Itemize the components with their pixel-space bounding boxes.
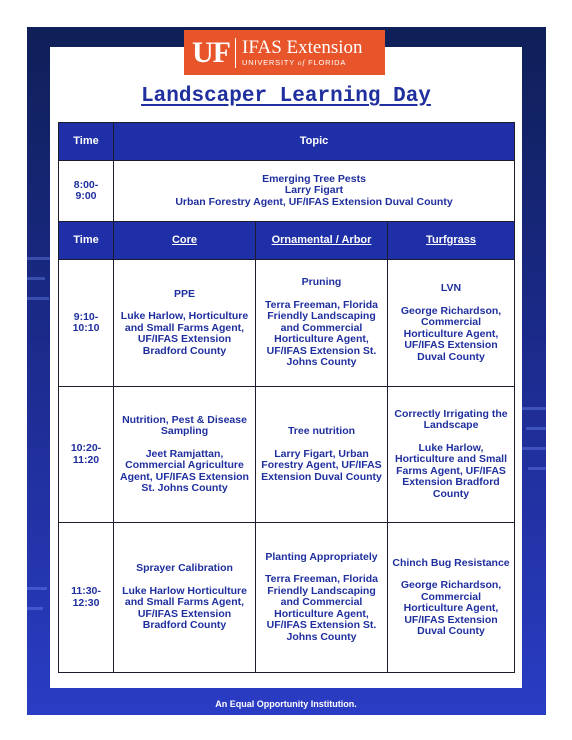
session-speaker: George Richardson, Commercial Horticulture Agent, UF/IFAS Extension Duval County — [400, 579, 502, 637]
logo-text — [242, 38, 363, 67]
header-row-1 — [59, 123, 515, 161]
plenary-topic: Emerging Tree Pests — [262, 172, 366, 185]
header-ornamental-label: Ornamental / Arbor — [271, 233, 372, 246]
session-speaker: Terra Freeman, Florida Friendly Landscaping and Commercial Horticulture Agent, UF/IFAS Extension St. Johns County — [264, 298, 378, 369]
session-speaker: George Richardson, Commercial Horticulture Agent, UF/IFAS Extension Duval County — [400, 304, 502, 363]
session-topic: Planting Appropriately — [265, 550, 378, 563]
session-time: 9:10- 10:10 — [59, 260, 114, 387]
schedule-table — [58, 122, 515, 673]
session-turfgrass — [388, 260, 515, 387]
header-core — [114, 222, 256, 260]
session-ornamental — [256, 523, 388, 673]
session-topic: Pruning — [301, 276, 342, 289]
session-speaker: Luke Harlow, Horticulture and Small Farms Agent, UF/IFAS Extension Bradford County — [394, 441, 508, 500]
header-time-2: Time — [59, 222, 114, 260]
session-turfgrass — [388, 523, 515, 673]
footer-statement: An Equal Opportunity Institution. — [215, 699, 357, 709]
plenary-role: Urban Forestry Agent, UF/IFAS Extension Duval County — [175, 195, 453, 208]
header-core-label: Core — [171, 233, 198, 246]
header-row-2 — [59, 222, 515, 260]
session-topic: PPE — [173, 287, 195, 300]
session-core — [114, 523, 256, 673]
page-title: Landscaper Learning Day — [141, 85, 431, 108]
plenary-time: 8:00- 9:00 — [59, 161, 114, 222]
logo-subtitle — [242, 58, 363, 67]
session-row — [59, 387, 515, 523]
uf-ifas-logo — [184, 30, 385, 75]
session-topic: Tree nutrition — [287, 425, 356, 437]
session-topic: Sprayer Calibration — [136, 562, 233, 575]
session-core — [114, 260, 256, 387]
header-ornamental — [256, 222, 388, 260]
session-speaker: Terra Freeman, Florida Friendly Landscaping and Commercial Horticulture Agent, UF/IFAS Extension St. Johns County — [264, 573, 378, 643]
session-time: 10:20- 11:20 — [59, 387, 114, 523]
logo-name: IFAS Extension — [242, 37, 363, 58]
logo-sub-of: of — [297, 58, 306, 67]
session-ornamental — [256, 260, 388, 387]
plenary-speaker: Larry Figart — [284, 184, 344, 197]
session-topic: Chinch Bug Resistance — [392, 556, 510, 569]
session-speaker: Jeet Ramjattan, Commercial Agriculture Agent, UF/IFAS Extension St. Johns County — [120, 447, 249, 494]
logo-sub-prefix: UNIVERSITY — [242, 58, 298, 67]
session-ornamental — [256, 387, 388, 523]
session-core — [114, 387, 256, 523]
plenary-row — [59, 161, 515, 222]
header-turfgrass — [388, 222, 515, 260]
logo-sub-suffix: FLORIDA — [305, 58, 347, 67]
plenary-cell — [114, 161, 515, 222]
session-row — [59, 523, 515, 673]
session-speaker: Luke Harlow, Horticulture and Small Farms Agent, UF/IFAS Extension Bradford County — [120, 310, 249, 357]
session-topic: LVN — [440, 282, 462, 294]
session-topic: Correctly Irrigating the Landscape — [394, 407, 508, 432]
session-row — [59, 260, 515, 387]
session-speaker: Luke Harlow Horticulture and Small Farms Agent, UF/IFAS Extension Bradford County — [122, 584, 247, 632]
session-topic: Nutrition, Pest & Disease Sampling — [122, 413, 247, 437]
session-time: 11:30- 12:30 — [59, 523, 114, 673]
header-time: Time — [59, 123, 114, 161]
header-turfgrass-label: Turfgrass — [426, 233, 476, 246]
session-turfgrass — [388, 387, 515, 523]
uf-logo-mark: UF — [192, 35, 230, 69]
session-speaker: Larry Figart, Urban Forestry Agent, UF/IFAS Extension Duval County — [261, 447, 382, 483]
header-topic: Topic — [114, 123, 515, 161]
logo-divider — [235, 38, 236, 68]
